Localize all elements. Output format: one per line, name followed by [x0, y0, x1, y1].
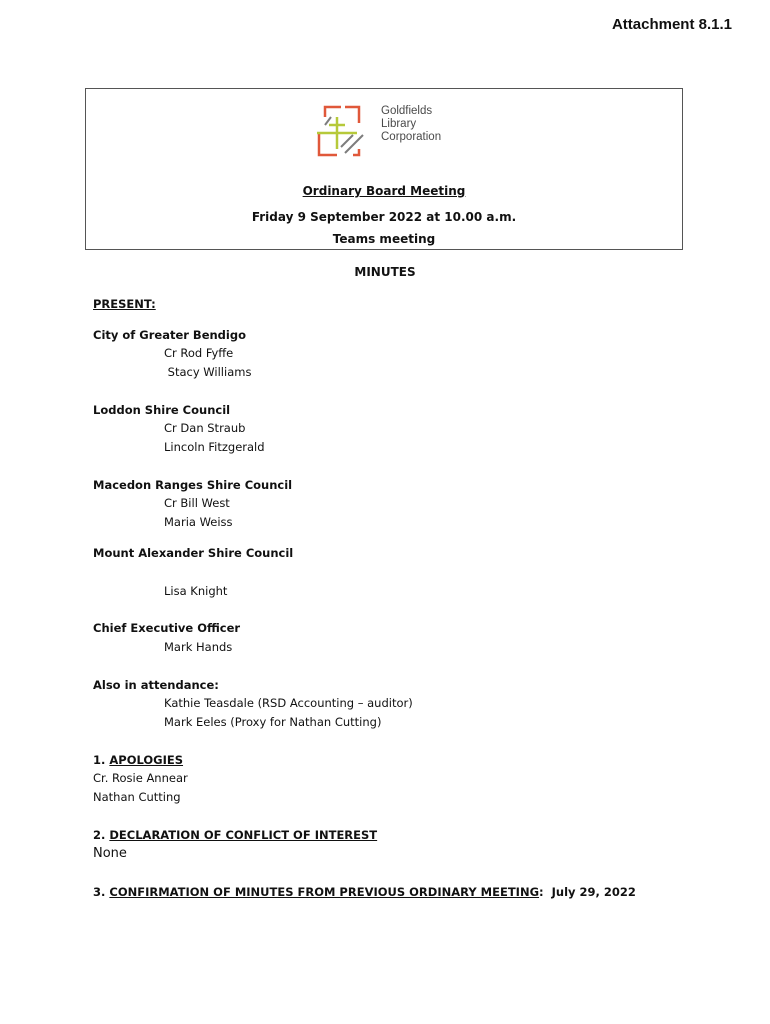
conflict-text: None — [93, 846, 127, 861]
member-name: Cr Dan Straub — [164, 421, 246, 435]
group-org-bendigo: City of Greater Bendigo — [93, 328, 246, 342]
meeting-title: Ordinary Board Meeting — [302, 184, 466, 198]
member-name: Mark Hands — [164, 640, 233, 654]
member-name: Kathie Teasdale (RSD Accounting – auditor) — [164, 696, 413, 710]
goldfields-library-logo — [315, 103, 465, 159]
member-name: Cr Bill West — [164, 496, 230, 510]
logo-text — [381, 105, 441, 144]
logo-mark-icon — [315, 103, 379, 159]
logo-line-3: Corporation — [381, 131, 442, 143]
logo-line-1: Goldfields — [381, 105, 433, 117]
meeting-type: Teams meeting — [332, 232, 436, 246]
logo-line-2: Library — [381, 118, 417, 130]
item-number: 2. — [93, 828, 110, 842]
item-confirmation-heading — [93, 885, 636, 899]
member-name: Mark Eeles (Proxy for Nathan Cutting) — [164, 715, 382, 729]
minutes-heading: MINUTES — [354, 265, 416, 279]
item-number: 1. — [93, 753, 110, 767]
item-title: APOLOGIES — [109, 753, 184, 767]
item-apologies-heading — [93, 753, 183, 767]
member-name: Stacy Williams — [164, 365, 252, 379]
group-org-loddon: Loddon Shire Council — [93, 403, 231, 417]
group-org-ceo: Chief Executive Officer — [93, 621, 241, 635]
meeting-date: Friday 9 September 2022 at 10.00 a.m. — [251, 210, 517, 224]
member-name: Cr Rod Fyffe — [164, 346, 234, 360]
meeting-header-box — [85, 88, 683, 250]
group-org-macedon: Macedon Ranges Shire Council — [93, 478, 293, 492]
item-number: 3. — [93, 885, 110, 899]
item-conflict-heading — [93, 828, 377, 842]
apology-name: Cr. Rosie Annear — [93, 771, 188, 785]
group-org-also-attendance: Also in attendance: — [93, 678, 219, 692]
member-name: Maria Weiss — [164, 515, 233, 529]
member-name: Lincoln Fitzgerald — [164, 440, 265, 454]
apology-name: Nathan Cutting — [93, 790, 181, 804]
item-title: CONFIRMATION OF MINUTES FROM PREVIOUS ORDINARY MEETING — [109, 885, 540, 899]
group-org-mount-alexander: Mount Alexander Shire Council — [93, 546, 294, 560]
attachment-label: Attachment 8.1.1 — [611, 16, 732, 33]
item-title: DECLARATION OF CONFLICT OF INTEREST — [109, 828, 378, 842]
member-name: Lisa Knight — [164, 584, 228, 598]
present-heading: PRESENT: — [93, 297, 156, 311]
item-suffix: : July 29, 2022 — [539, 885, 636, 899]
